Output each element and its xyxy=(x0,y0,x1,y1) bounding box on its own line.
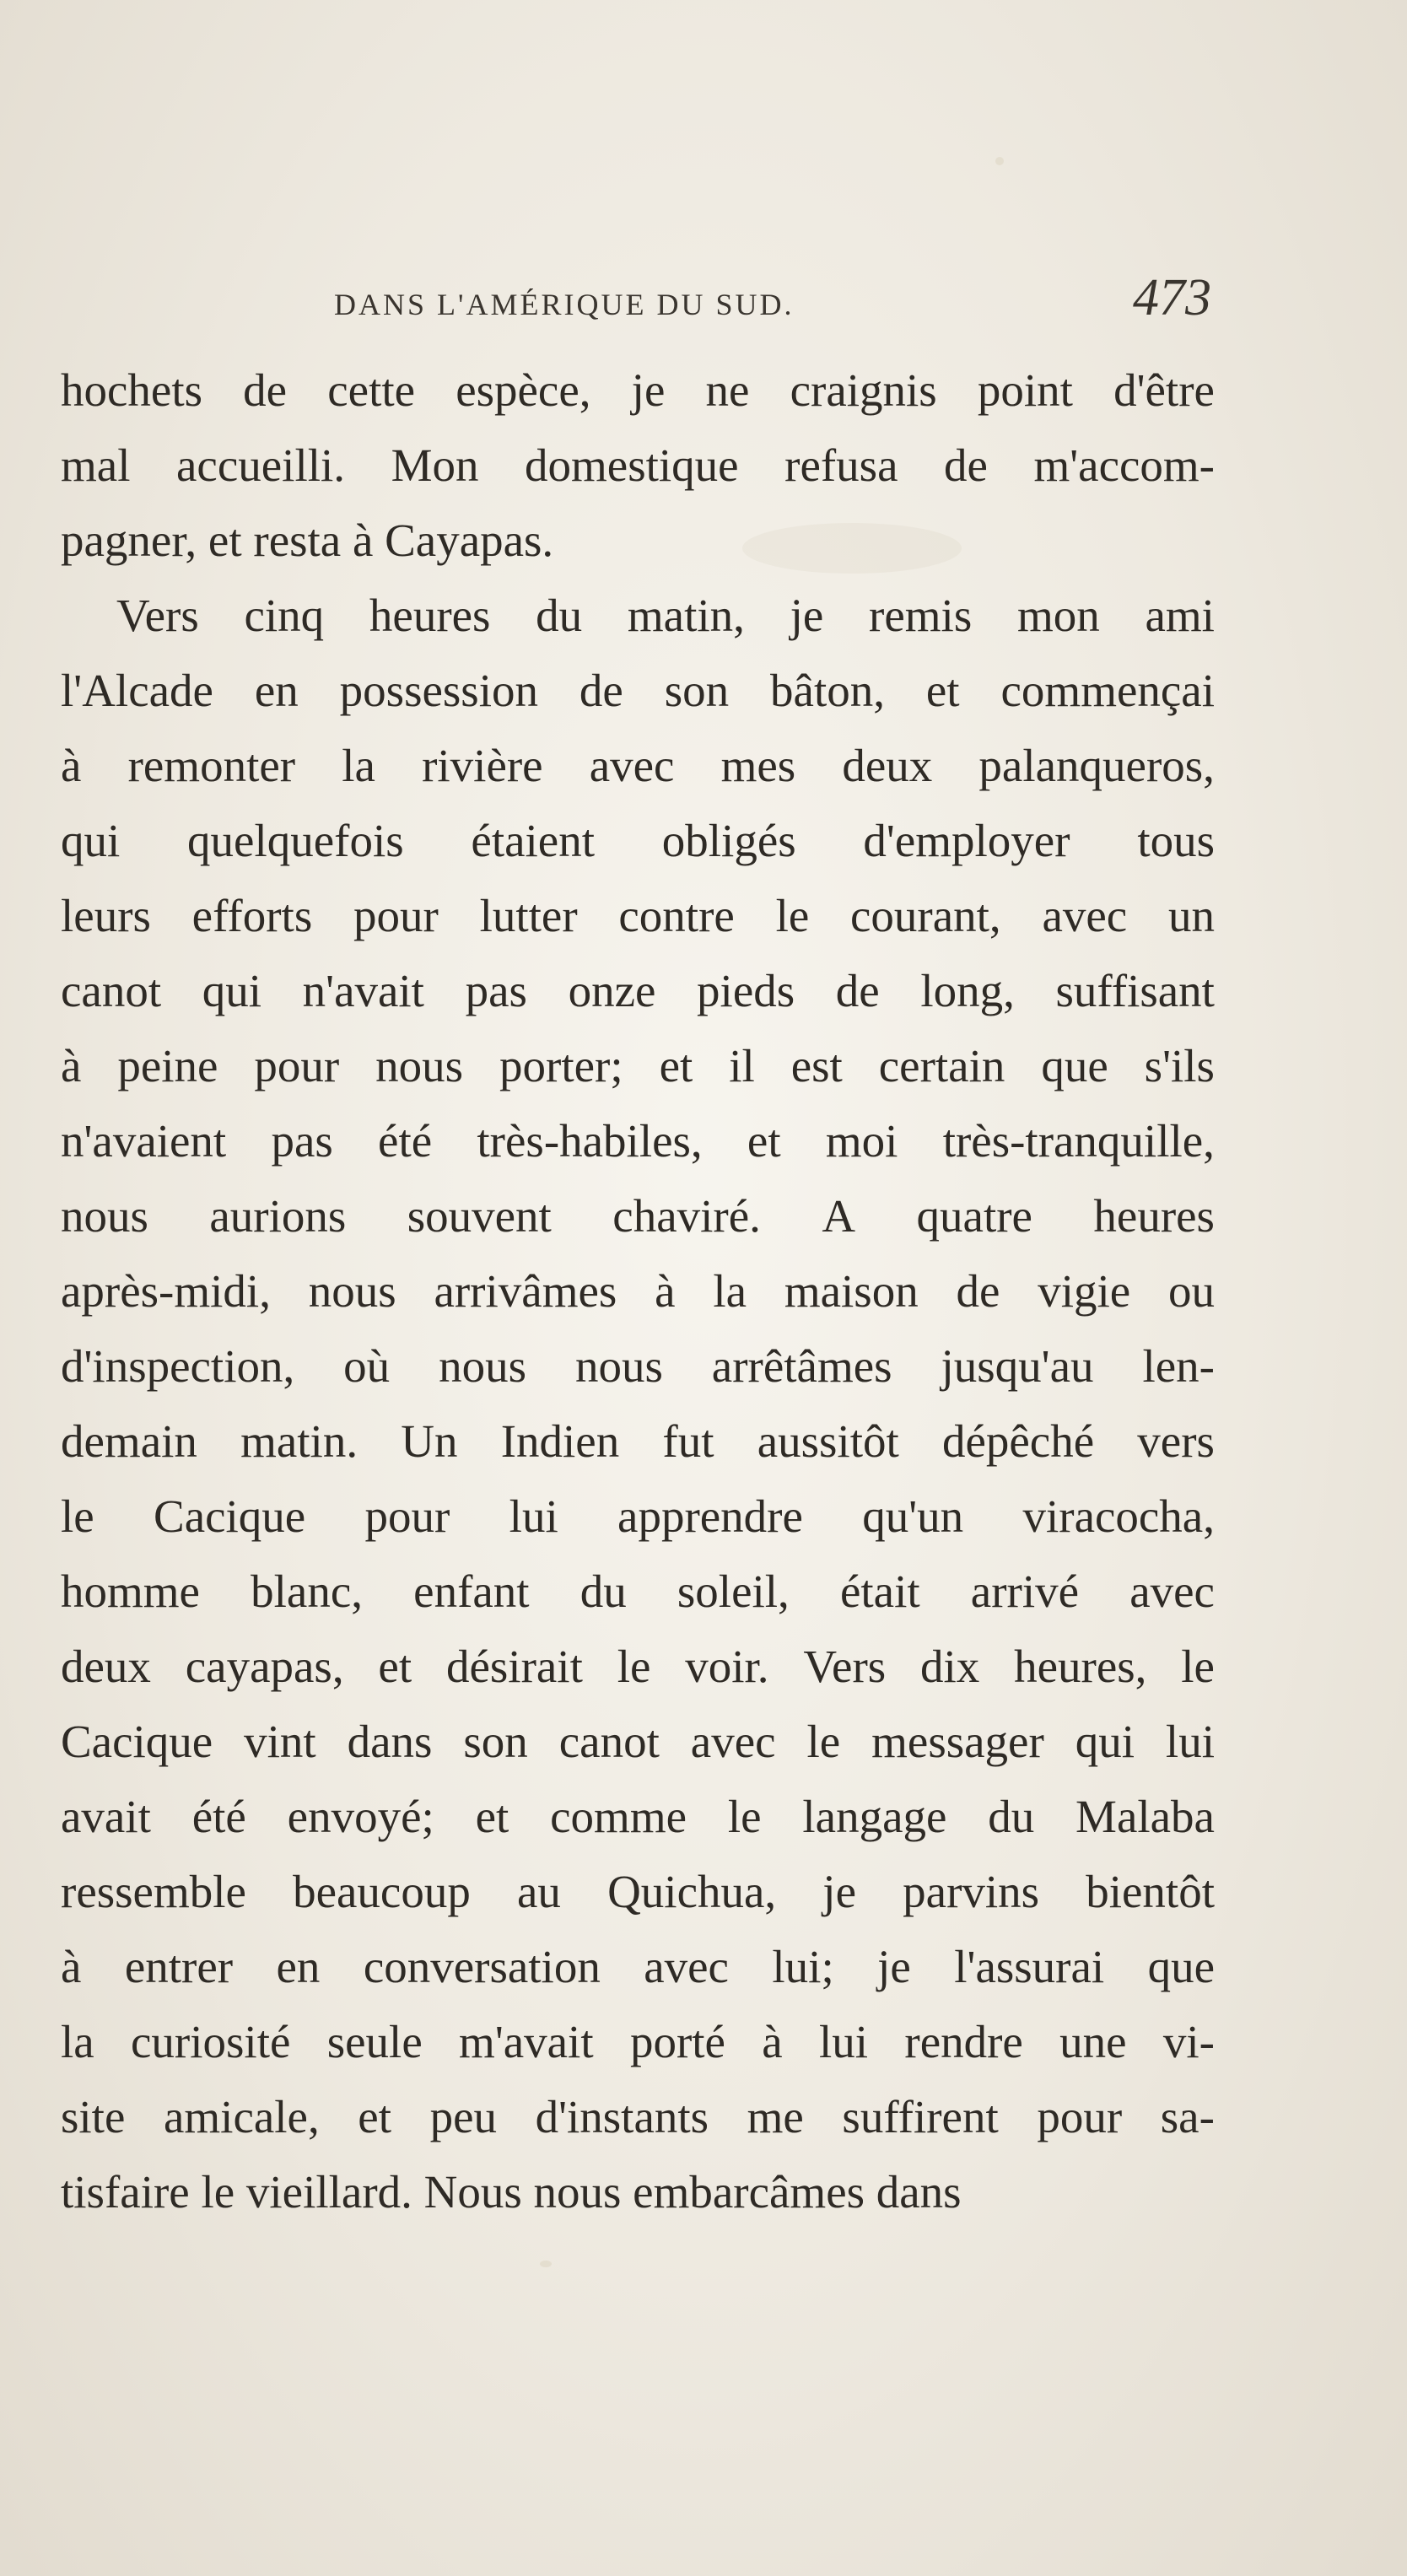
word: heures xyxy=(1093,1190,1215,1242)
word: dix xyxy=(920,1641,980,1692)
word: Cacique xyxy=(154,1490,306,1542)
word: et xyxy=(378,1641,412,1692)
word: après-midi, xyxy=(61,1265,271,1317)
word: d'être xyxy=(1113,364,1215,416)
word: arrivâmes xyxy=(434,1265,617,1317)
word: ressemble xyxy=(61,1866,246,1917)
word: aussitôt xyxy=(757,1415,899,1467)
word: Cacique xyxy=(61,1716,213,1767)
word: beaucoup xyxy=(293,1866,471,1917)
word: nous xyxy=(574,1340,663,1392)
word: désirait xyxy=(445,1641,583,1692)
text-line xyxy=(61,1704,1215,1779)
word: ami xyxy=(1145,590,1215,641)
word: heures, xyxy=(1014,1641,1147,1692)
word: de xyxy=(956,1265,1000,1317)
text-line xyxy=(61,953,1215,1028)
running-head: DANS L'AMÉRIQUE DU SUD. xyxy=(334,288,795,321)
word: Mon xyxy=(391,439,479,491)
word: pas xyxy=(465,965,527,1016)
word: avec xyxy=(1129,1566,1215,1617)
word: à xyxy=(61,740,82,791)
word: dépêché xyxy=(941,1415,1095,1467)
word: deux xyxy=(61,1641,151,1692)
word: d'employer xyxy=(863,815,1070,866)
word: deux xyxy=(842,740,933,791)
word: n'avait xyxy=(302,965,424,1016)
word: pour xyxy=(364,1490,450,1542)
word: messager xyxy=(871,1716,1044,1767)
word: nous xyxy=(308,1265,396,1317)
word: voir. xyxy=(685,1641,769,1692)
word: lui xyxy=(1165,1716,1215,1767)
word: d'inspection, xyxy=(61,1340,295,1392)
paper-speck xyxy=(540,2261,552,2267)
word: le xyxy=(775,890,810,941)
word: espèce, xyxy=(456,364,591,416)
word: entrer xyxy=(124,1941,234,1992)
page-number: 473 xyxy=(1133,269,1211,326)
word: matin. xyxy=(240,1415,358,1467)
word: canot xyxy=(61,965,162,1016)
word: le xyxy=(1181,1641,1215,1692)
word: le xyxy=(617,1641,651,1692)
word: vigie xyxy=(1038,1265,1131,1317)
word: chaviré. xyxy=(612,1190,761,1242)
paper-speck xyxy=(995,157,1004,165)
word: accueilli. xyxy=(176,439,346,491)
word: à xyxy=(61,1040,82,1091)
word: très-habiles, xyxy=(477,1115,703,1167)
text-line: tisfaire le vieillard. Nous nous embarcâmes dans xyxy=(61,2166,962,2218)
word: été xyxy=(191,1791,246,1842)
word: apprendre xyxy=(617,1490,803,1542)
word: demain xyxy=(61,1415,197,1467)
text-line xyxy=(61,1253,1215,1328)
text-line xyxy=(61,1328,1215,1404)
word: domestique xyxy=(525,439,739,491)
word: qu'un xyxy=(862,1490,964,1542)
word: vers xyxy=(1137,1415,1215,1467)
word: l'Alcade xyxy=(61,665,213,716)
word: lutter xyxy=(479,890,578,941)
text-line: pagner, et resta à Cayapas. xyxy=(61,515,554,566)
word: avec xyxy=(589,740,675,791)
word: suffisant xyxy=(1055,965,1215,1016)
text-line xyxy=(61,1479,1215,1554)
word: à xyxy=(61,1941,82,1992)
word: efforts xyxy=(191,890,313,941)
word: sa- xyxy=(1160,2091,1215,2142)
word: rivière xyxy=(422,740,543,791)
word: soleil, xyxy=(677,1566,790,1617)
text-line xyxy=(61,353,1215,428)
word: à xyxy=(762,2016,783,2067)
word: cette xyxy=(327,364,416,416)
word: point xyxy=(977,364,1073,416)
text-line xyxy=(61,1554,1215,1629)
word: nous xyxy=(61,1190,148,1242)
text-line xyxy=(61,1103,1215,1178)
word: conversation xyxy=(363,1941,601,1992)
word: Indien xyxy=(500,1415,620,1467)
word: s'ils xyxy=(1144,1040,1215,1091)
word: fut xyxy=(662,1415,714,1467)
word: seule xyxy=(326,2016,423,2067)
word: que xyxy=(1147,1941,1215,1992)
word: quelquefois xyxy=(187,815,404,866)
word: vint xyxy=(244,1716,316,1767)
word: Un xyxy=(401,1415,458,1467)
word: long, xyxy=(920,965,1015,1016)
text-line xyxy=(61,1779,1215,1854)
word: blanc, xyxy=(251,1566,363,1617)
word: moi xyxy=(825,1115,898,1167)
word: avec xyxy=(1042,890,1128,941)
word: un xyxy=(1167,890,1215,941)
word: et xyxy=(925,665,960,716)
word: et xyxy=(659,1040,693,1091)
text-line xyxy=(61,1178,1215,1253)
text-line xyxy=(61,1028,1215,1103)
text-line xyxy=(61,1629,1215,1704)
word: remis xyxy=(869,590,973,641)
word: comme xyxy=(550,1791,687,1842)
word: onze xyxy=(568,965,656,1016)
word: et xyxy=(358,2091,391,2142)
word: lui xyxy=(509,1490,558,1542)
word: étaient xyxy=(471,815,595,866)
word: leurs xyxy=(61,890,151,941)
word: et xyxy=(475,1791,509,1842)
word: je xyxy=(822,1866,856,1917)
word: été xyxy=(378,1115,433,1167)
word: cayapas, xyxy=(185,1641,344,1692)
word: en xyxy=(276,1941,321,1992)
word: qui xyxy=(202,965,262,1016)
word: me xyxy=(747,2091,804,2142)
word: Vers xyxy=(116,590,199,641)
text-line xyxy=(61,428,1215,503)
word: la xyxy=(342,740,375,791)
word: craignis xyxy=(790,364,937,416)
word: matin, xyxy=(627,590,745,641)
word: obligés xyxy=(661,815,796,866)
word: Vers xyxy=(803,1641,887,1692)
word: mes xyxy=(720,740,796,791)
word: m'accom- xyxy=(1033,439,1215,491)
word: une xyxy=(1059,2016,1127,2067)
word: dans xyxy=(347,1716,433,1767)
word: pour xyxy=(353,890,439,941)
text-line xyxy=(61,653,1215,728)
word: peine xyxy=(117,1040,218,1091)
word: son xyxy=(664,665,730,716)
word: du xyxy=(988,1791,1035,1842)
word: pas xyxy=(271,1115,333,1167)
word: ou xyxy=(1168,1265,1215,1317)
word: porté xyxy=(629,2016,725,2067)
word: porter; xyxy=(499,1040,623,1091)
text-line xyxy=(61,2004,1215,2079)
word: commençai xyxy=(1000,665,1215,716)
word: pour xyxy=(254,1040,340,1091)
word: courant, xyxy=(850,890,1001,941)
word: maison xyxy=(784,1265,919,1317)
word: son xyxy=(463,1716,528,1767)
word: Quichua, xyxy=(607,1866,777,1917)
word: remonter xyxy=(127,740,296,791)
word: était xyxy=(839,1566,920,1617)
word: heures xyxy=(369,590,491,641)
word: homme xyxy=(61,1566,200,1617)
word: len- xyxy=(1142,1340,1215,1392)
word: lui; xyxy=(772,1941,834,1992)
word: cinq xyxy=(244,590,325,641)
text-line xyxy=(61,728,1215,803)
text-line xyxy=(61,1404,1215,1479)
word: qui xyxy=(1075,1716,1135,1767)
word: je xyxy=(631,364,666,416)
word: la xyxy=(713,1265,747,1317)
word: ne xyxy=(705,364,750,416)
word: canot xyxy=(558,1716,660,1767)
word: très-tranquille, xyxy=(942,1115,1215,1167)
word: avait xyxy=(61,1791,151,1842)
word: aurions xyxy=(209,1190,347,1242)
word: nous xyxy=(375,1040,464,1091)
text-line xyxy=(61,1854,1215,1929)
word: site xyxy=(61,2091,126,2142)
word: en xyxy=(254,665,299,716)
word: jusqu'au xyxy=(941,1340,1094,1392)
word: au xyxy=(516,1866,561,1917)
word: langage xyxy=(802,1791,947,1842)
word: suffirent xyxy=(842,2091,999,2142)
word: l'assurai xyxy=(954,1941,1105,1992)
word: du xyxy=(580,1566,627,1617)
word: quatre xyxy=(916,1190,1032,1242)
word: est xyxy=(790,1040,843,1091)
word: le xyxy=(806,1716,841,1767)
word: bientôt xyxy=(1086,1866,1215,1917)
text-line xyxy=(61,878,1215,953)
word: mal xyxy=(61,439,131,491)
word: vi- xyxy=(1162,2016,1215,2067)
word: envoyé; xyxy=(287,1791,434,1842)
word: le xyxy=(61,1490,94,1542)
word: peu xyxy=(429,2091,497,2142)
word: à xyxy=(655,1265,676,1317)
word: palanqueros, xyxy=(978,740,1215,791)
word: A xyxy=(822,1190,856,1242)
word: arrivé xyxy=(970,1566,1080,1617)
word: refusa xyxy=(784,439,898,491)
word: possession xyxy=(339,665,538,716)
word: je xyxy=(877,1941,911,1992)
word: la xyxy=(61,2016,94,2067)
word: mon xyxy=(1016,590,1100,641)
word: enfant xyxy=(413,1566,530,1617)
word: amicale, xyxy=(163,2091,320,2142)
word: avec xyxy=(690,1716,776,1767)
word: de xyxy=(944,439,988,491)
word: arrêtâmes xyxy=(711,1340,892,1392)
word: parvins xyxy=(903,1866,1040,1917)
word: Malaba xyxy=(1075,1791,1215,1842)
text-line xyxy=(61,578,1215,653)
word: nous xyxy=(439,1340,527,1392)
word: qui xyxy=(61,815,121,866)
word: hochets xyxy=(61,364,203,416)
word: il xyxy=(729,1040,755,1091)
word: de xyxy=(243,364,288,416)
word: d'instants xyxy=(535,2091,709,2142)
word: de xyxy=(579,665,623,716)
word: bâton, xyxy=(770,665,885,716)
word: lui xyxy=(819,2016,869,2067)
word: m'avait xyxy=(459,2016,594,2067)
word: du xyxy=(536,590,583,641)
text-line xyxy=(61,2079,1215,2154)
word: que xyxy=(1041,1040,1108,1091)
body-text xyxy=(61,353,1215,2229)
word: pour xyxy=(1037,2091,1123,2142)
word: je xyxy=(790,590,824,641)
word: n'avaient xyxy=(61,1115,227,1167)
word: certain xyxy=(878,1040,1005,1091)
word: de xyxy=(835,965,880,1016)
word: curiosité xyxy=(131,2016,291,2067)
word: tous xyxy=(1137,815,1215,866)
word: avec xyxy=(644,1941,729,1992)
word: le xyxy=(727,1791,762,1842)
word: souvent xyxy=(407,1190,552,1242)
word: rendre xyxy=(904,2016,1023,2067)
page-header xyxy=(334,268,1211,336)
word: et xyxy=(747,1115,781,1167)
text-line xyxy=(61,803,1215,878)
word: contre xyxy=(618,890,735,941)
word: viracocha, xyxy=(1022,1490,1215,1542)
text-line xyxy=(61,1929,1215,2004)
word: où xyxy=(343,1340,391,1392)
word: pieds xyxy=(697,965,795,1016)
